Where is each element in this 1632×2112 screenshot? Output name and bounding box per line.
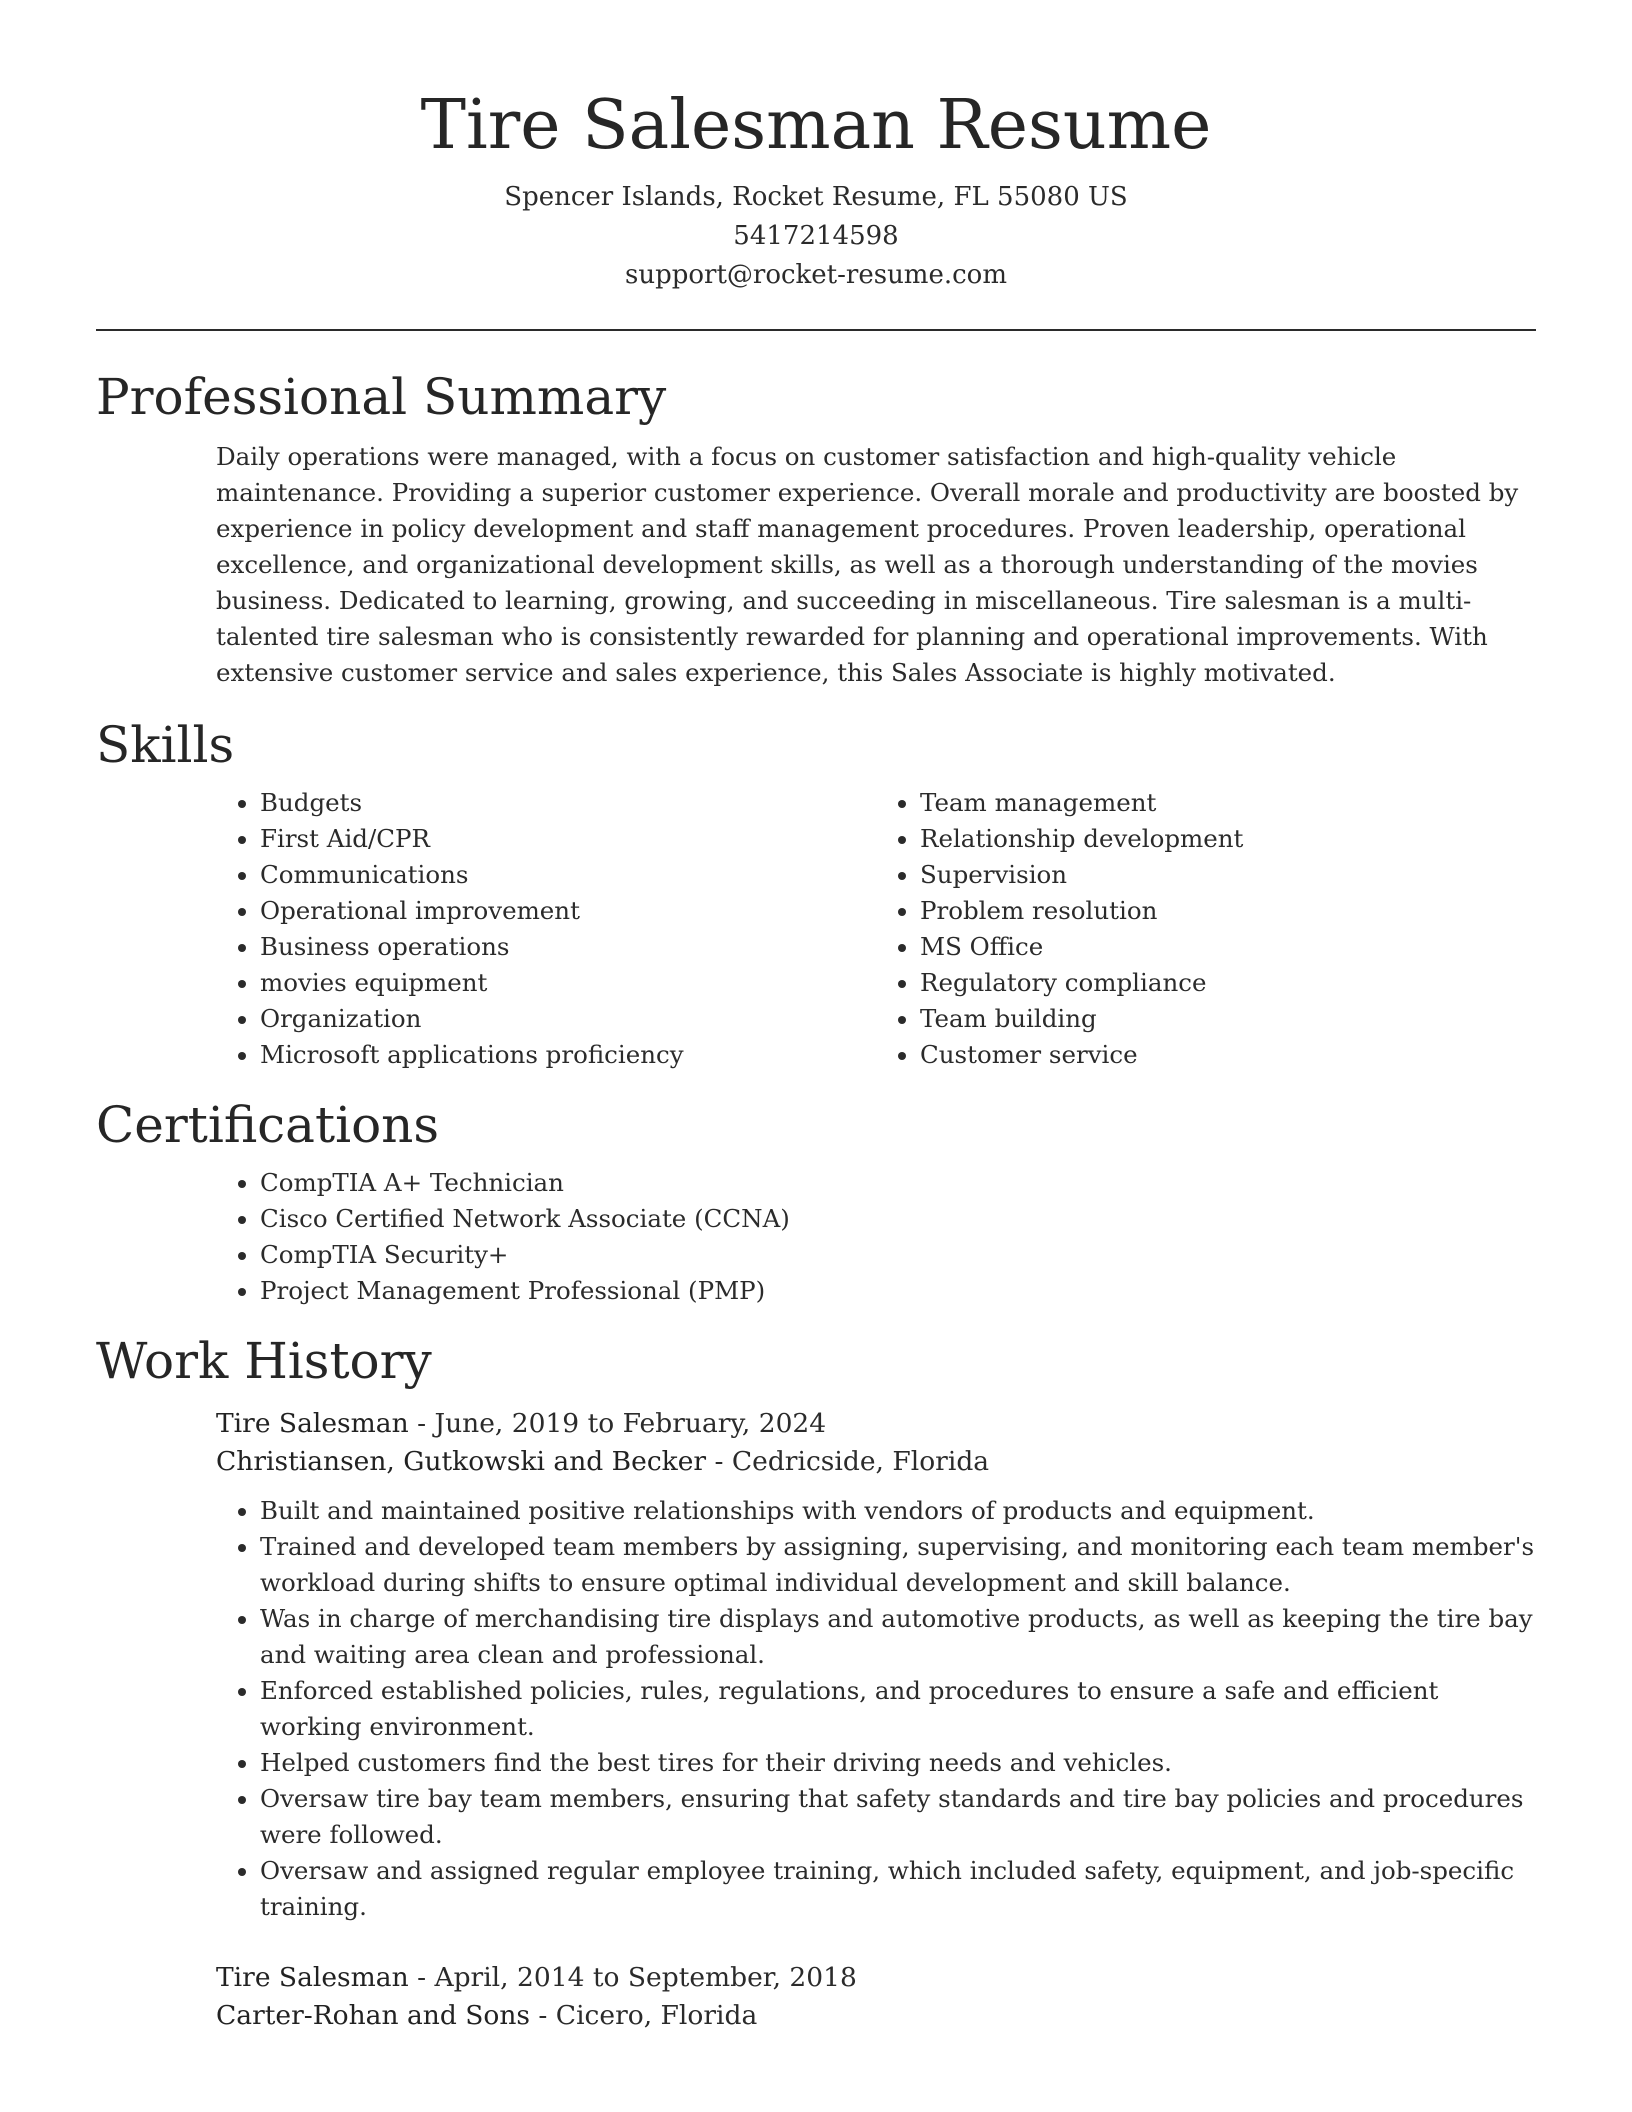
skill-item: • Problem resolution (920, 893, 1536, 929)
skill-item: • movies equipment (260, 965, 876, 1001)
skill-item: • Business operations (260, 929, 876, 965)
job-company-line (216, 1997, 1536, 2035)
certifications-list (216, 1165, 1536, 1309)
address: Spencer Islands, Rocket Resume, FL 55080 US (504, 182, 1128, 212)
job-title-line (216, 1405, 1536, 1443)
skill-item: • Communications (260, 857, 876, 893)
certifications-heading: Certifications (96, 1096, 440, 1154)
skills-heading: Skills (96, 716, 235, 774)
contact-block (96, 178, 1536, 295)
job-duty: • Built and maintained positive relationships with vendors of products and equipment. (260, 1493, 1536, 1529)
skill-item: • Relationship development (920, 821, 1536, 857)
skills-list-right (876, 785, 1536, 1073)
certification-item: • CompTIA Security+ (260, 1237, 1536, 1273)
summary-text: Daily operations were managed, with a focus on customer satisfaction and high-quality vehicle maintenance. Providing a superior customer experience. Overall morale and productivity are boosted by experience in policy development and staff management procedures. Proven leadership, operational excellence, and organizational development skills, as well as a thorough understanding of the movies business. Dedicated to learning, growing, and succeeding in miscellaneous. Tire salesman is a multi-talented tire salesman who is consistently rewarded for planning and operational improvements. With extensive customer service and sales experience, this Sales Associate is highly motivated. (216, 442, 1519, 687)
job-duty: • Oversaw and assigned regular employee training, which included safety, equipment, and job-specific training. (260, 1853, 1536, 1925)
certification-item: • Cisco Certified Network Associate (CCNA) (260, 1201, 1536, 1237)
job-company: Christiansen, Gutkowski and Becker (216, 1446, 707, 1477)
email-address: support@rocket-resume.com (624, 260, 1007, 290)
job-dates: - June, 2019 to February, 2024 (408, 1408, 827, 1439)
job-title: Tire Salesman (216, 1962, 409, 1993)
job-entry (216, 1405, 1536, 1925)
skill-item: • Organization (260, 1001, 876, 1037)
skill-item: • Supervision (920, 857, 1536, 893)
skill-item: • Regulatory compliance (920, 965, 1536, 1001)
job-company: Carter-Rohan and Sons (216, 2000, 530, 2031)
job-duty: • Enforced established policies, rules, regulations, and procedures to ensure a safe and efficient working environment. (260, 1673, 1536, 1745)
certification-item: • CompTIA A+ Technician (260, 1165, 1536, 1201)
job-duty: • Helped customers find the best tires for their driving needs and vehicles. (260, 1745, 1536, 1781)
job-title-line (216, 1959, 1536, 1997)
skill-item: • Team management (920, 785, 1536, 821)
skill-item: • MS Office (920, 929, 1536, 965)
resume-title: Tire Salesman Resume (420, 86, 1212, 165)
phone-number: 5417214598 (733, 221, 899, 251)
skill-item: • Budgets (260, 785, 876, 821)
job-dates: - April, 2014 to September, 2018 (408, 1962, 857, 1993)
skill-item: • Customer service (920, 1037, 1536, 1073)
job-duty: • Trained and developed team members by assigning, supervising, and monitoring each team member's workload during shifts to ensure optimal individual development and skill balance. (260, 1529, 1536, 1601)
skill-item: • Microsoft applications proficiency (260, 1037, 876, 1073)
header-divider (96, 329, 1536, 331)
summary-heading: Professional Summary (96, 368, 667, 426)
job-title: Tire Salesman (216, 1408, 409, 1439)
skills-columns (216, 785, 1536, 1073)
skill-item: • First Aid/CPR (260, 821, 876, 857)
job-entry (216, 1959, 1536, 2035)
job-location: - Cedricside, Florida (706, 1446, 990, 1477)
skill-item: • Operational improvement (260, 893, 876, 929)
skills-list-left (216, 785, 876, 1073)
work-history-heading: Work History (96, 1332, 432, 1390)
job-duties-list (216, 1493, 1536, 1925)
skill-item: • Team building (920, 1001, 1536, 1037)
certification-item: • Project Management Professional (PMP) (260, 1273, 1536, 1309)
job-company-line (216, 1443, 1536, 1481)
job-location: - Cicero, Florida (530, 2000, 758, 2031)
job-duty: • Was in charge of merchandising tire displays and automotive products, as well as keeping the tire bay and waiting area clean and professional. (260, 1601, 1536, 1673)
job-duty: • Oversaw tire bay team members, ensuring that safety standards and tire bay policies and procedures were followed. (260, 1781, 1536, 1853)
